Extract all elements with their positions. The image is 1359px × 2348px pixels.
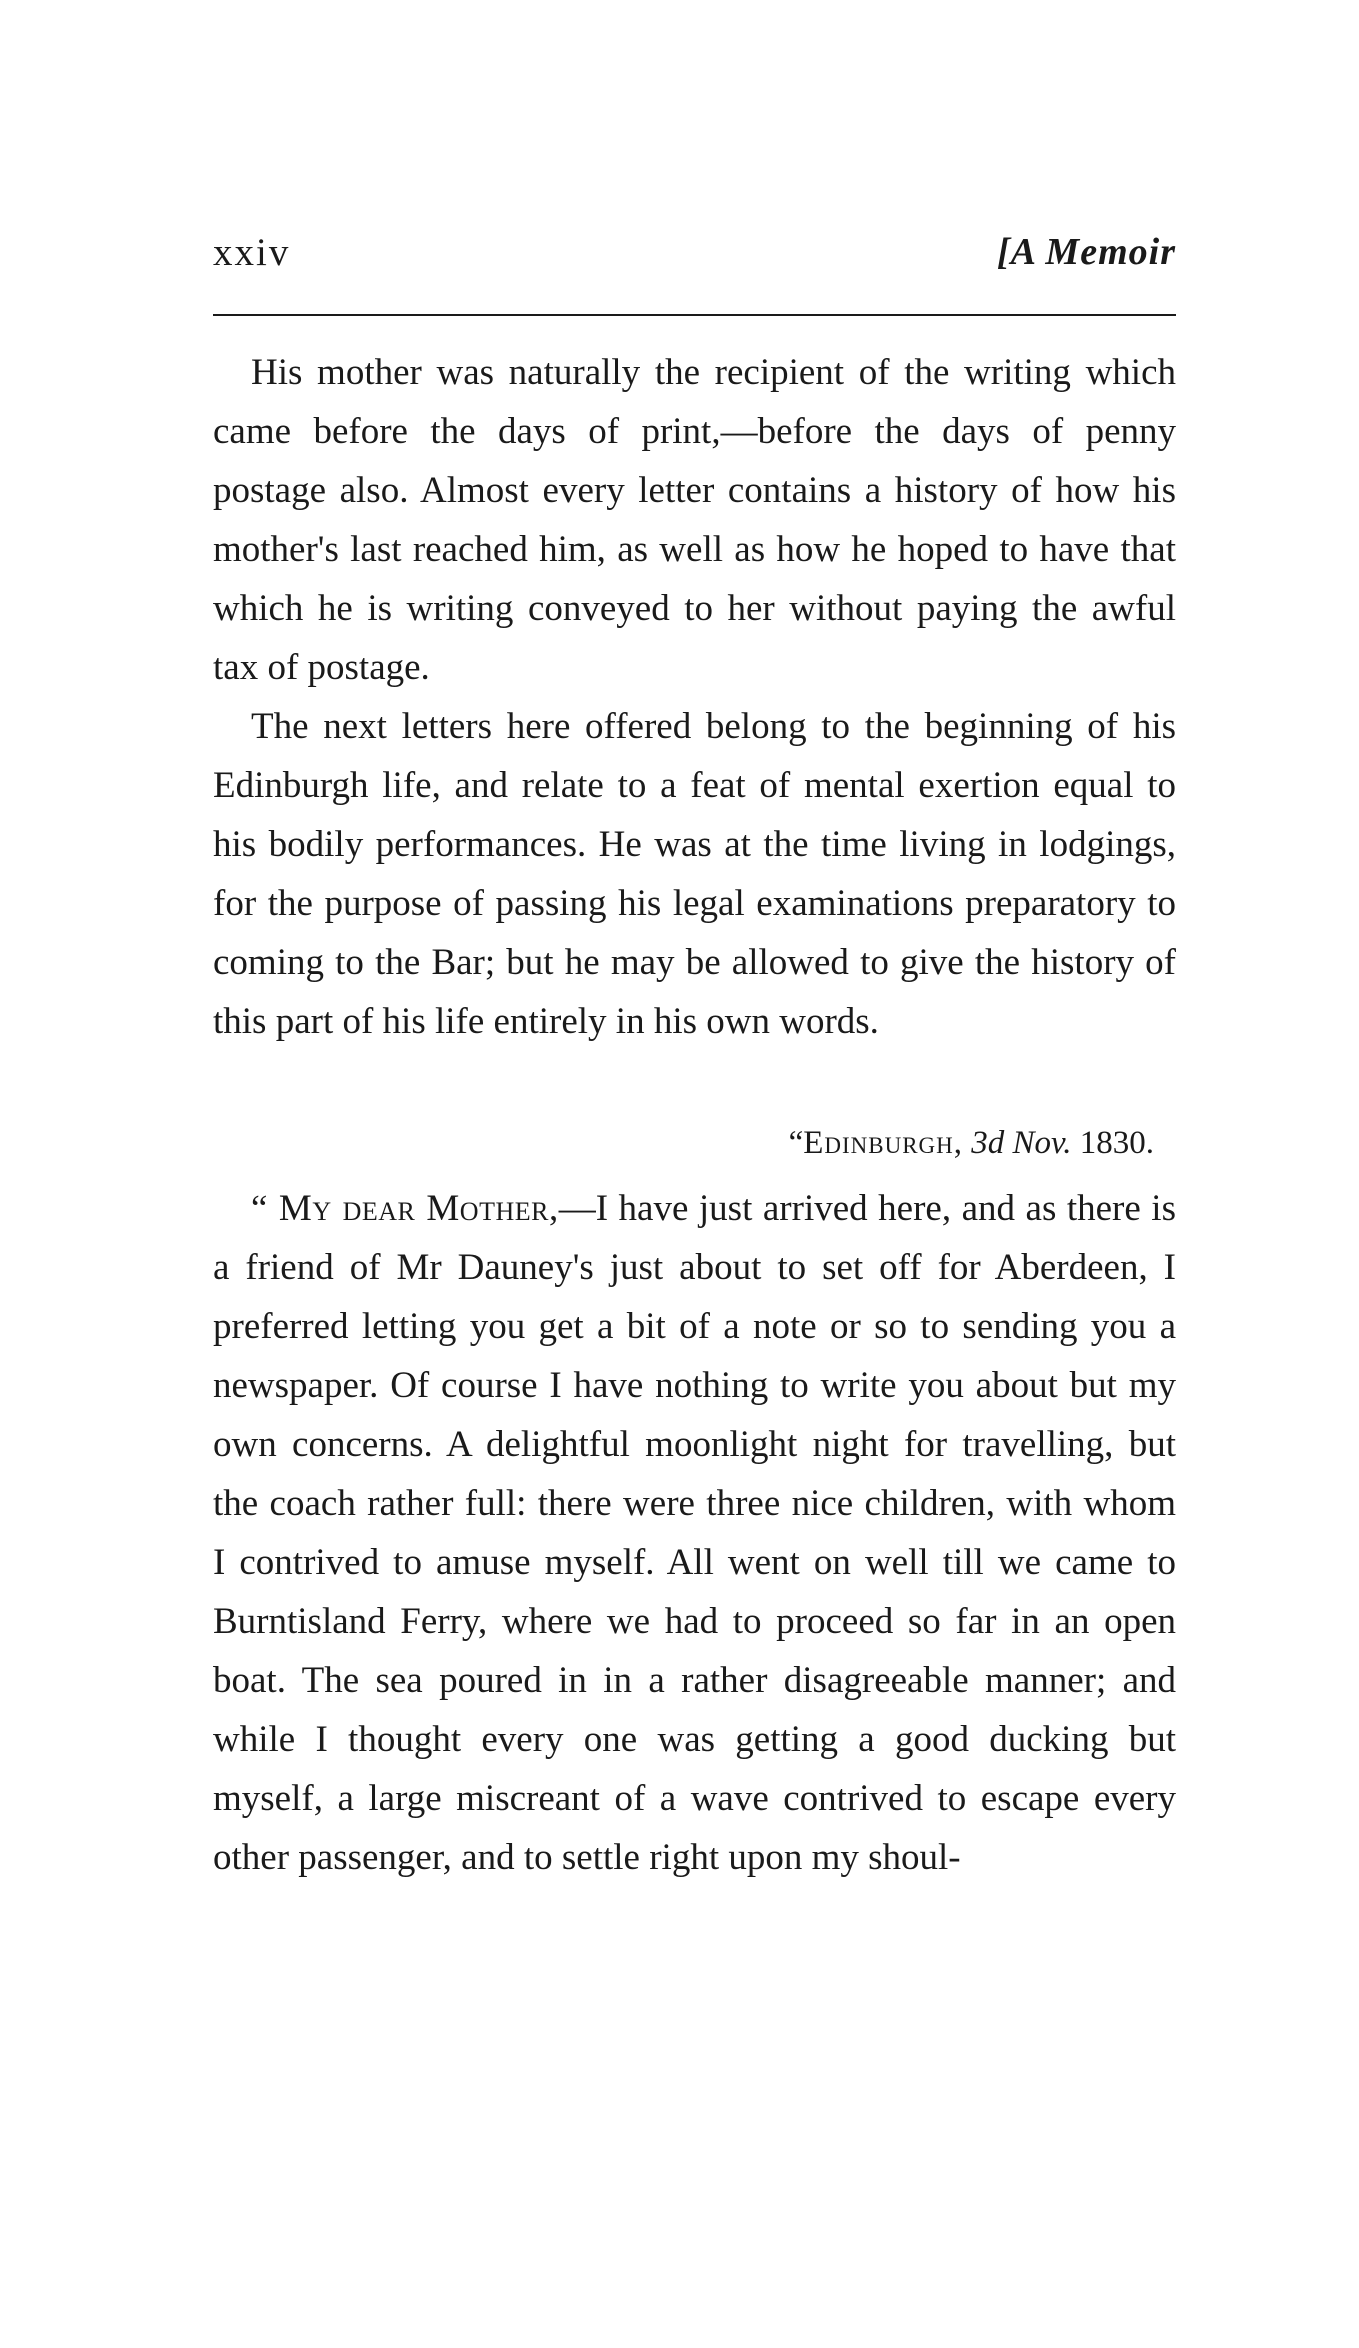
header-rule bbox=[213, 314, 1176, 316]
running-title: [A Memoir bbox=[997, 231, 1176, 273]
letter-salutation: “ My dear Mother, bbox=[251, 1188, 559, 1229]
dateline-place: Edinburgh, bbox=[803, 1125, 964, 1161]
body-text bbox=[213, 343, 1176, 1887]
dateline-day: 3d bbox=[971, 1125, 1005, 1161]
dateline-month: Nov. bbox=[1012, 1125, 1072, 1161]
letter-dateline bbox=[213, 1117, 1176, 1169]
page-number: xxiv bbox=[213, 231, 291, 274]
dateline-year: 1830. bbox=[1079, 1125, 1154, 1161]
paragraph-1: His mother was naturally the recipient of the writing which came before the days of print,—before the days of penny postage also. Almost every letter contains a history of how his mother's last reached him, as well as how he hoped to have that which he is writing conveyed to her without paying the awful tax of postage. bbox=[213, 352, 1176, 688]
running-head bbox=[213, 230, 1176, 286]
letter-paragraph bbox=[213, 1179, 1176, 1887]
letter-body: —I have just arrived here, and as there is a friend of Mr Dauney's just about to set off for Aberdeen, I preferred letting you get a bit of a note or so to sending you a newspaper. Of course I have nothing to write you about but my own concerns. A delightful moonlight night for travelling, but the coach rather full: there were three nice children, with whom I contrived to amuse myself. All went on well till we came to Burntisland Ferry, where we had to proceed so far in an open boat. The sea poured in in a rather disagreeable manner; and while I thought every one was getting a good ducking but myself, a large miscreant of a wave contrived to escape every other passenger, and to settle right upon my shoul- bbox=[213, 1188, 1176, 1878]
paragraph-2: The next letters here offered belong to the beginning of his Edinburgh life, and relate to a feat of mental exertion equal to his bodily performances. He was at the time living in lodgings, for the purpose of passing his legal examinations preparatory to coming to the Bar; but he may be allowed to give the history of this part of his life entirely in his own words. bbox=[213, 706, 1176, 1042]
dateline-open-quote: “ bbox=[788, 1125, 804, 1161]
